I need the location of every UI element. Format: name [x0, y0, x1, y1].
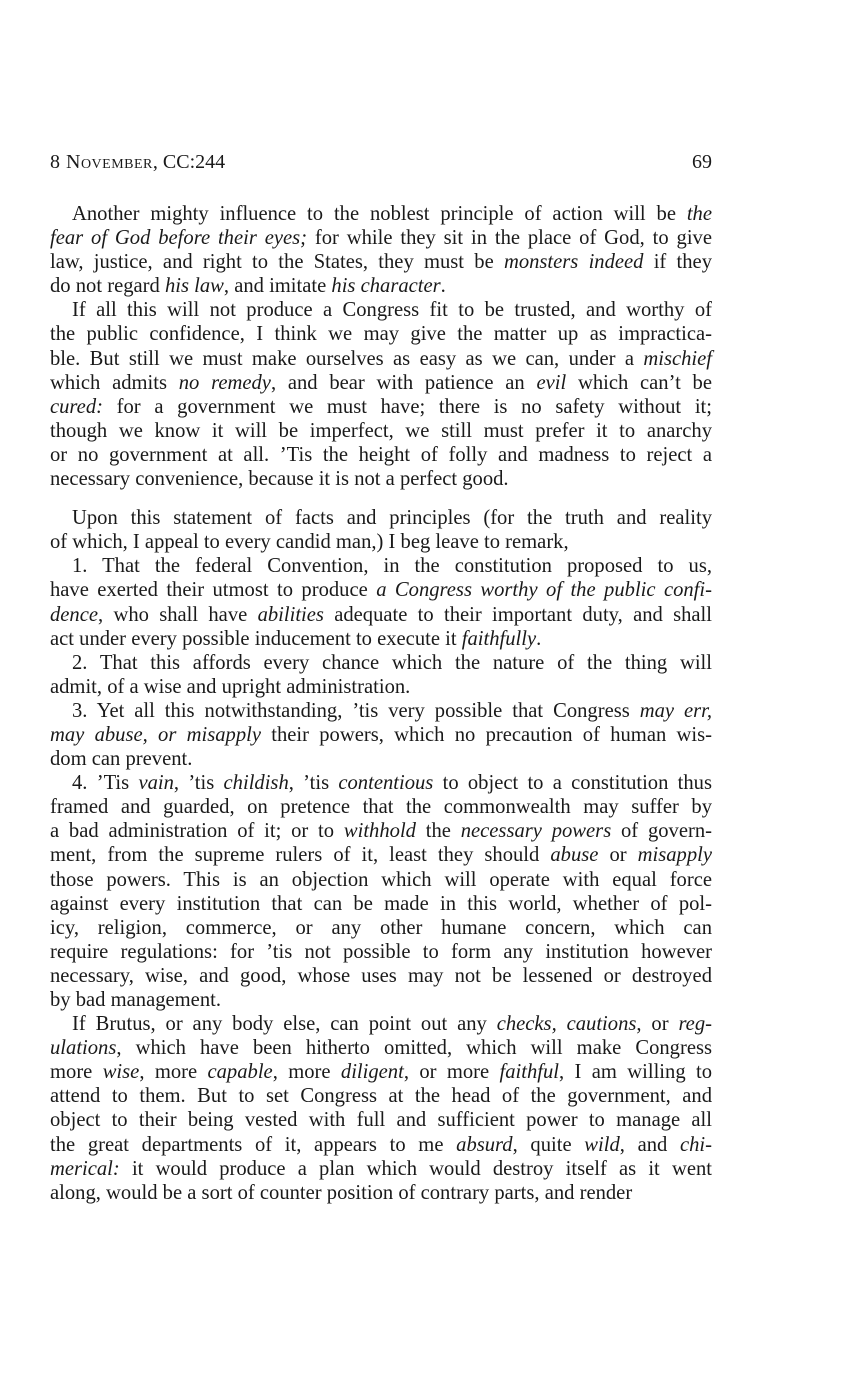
italic-text: monsters indeed — [503, 251, 644, 274]
italic-text: may abuse, or misapply — [50, 723, 261, 746]
text-line: ble. But still we must make ourselves as easy as we can, under a mischief — [50, 347, 712, 370]
italic-text: mischief — [643, 347, 712, 370]
paragraph — [50, 699, 712, 771]
text-line: Another mighty influence to the noblest principle of action will be the — [72, 203, 712, 225]
italic-text: chi- — [679, 1133, 713, 1156]
text-line: have exerted their utmost to produce a Congress worthy of the public confi- — [50, 579, 712, 602]
italic-text: his character — [331, 275, 441, 298]
text-line: attend to them. But to set Congress at the head of the government, and — [50, 1085, 712, 1108]
italic-text: abilities — [257, 603, 324, 626]
italic-text: evil — [536, 371, 567, 394]
text-line: 1. That the federal Convention, in the constitution proposed to us, — [72, 555, 712, 578]
italic-text: his law — [164, 275, 224, 298]
text-line: framed and guarded, on pretence that the commonwealth may suffer by — [50, 796, 712, 819]
text-line: along, would be a sort of counter position of contrary parts, and render — [50, 1181, 633, 1204]
text-line: icy, religion, commerce, or any other humane concern, which can — [50, 916, 712, 939]
italic-text: contentious — [338, 772, 434, 795]
italic-text: faithfully — [461, 627, 537, 650]
text-line: require regulations: for ’tis not possible to form any institution however — [50, 940, 712, 963]
running-head — [50, 148, 712, 176]
text-line: Upon this statement of facts and principles (for the truth and reality — [72, 507, 712, 530]
text-line: against every institution that can be made in this world, whether of pol- — [50, 892, 712, 915]
text-line: dom can prevent. — [50, 748, 193, 771]
text-line: a bad administration of it; or to withhold the necessary powers of govern- — [50, 820, 712, 843]
text-line: fear of God before their eyes; for while they sit in the place of God, to give — [50, 227, 712, 250]
italic-text: reg- — [678, 1013, 712, 1036]
text-line: more wise, more capable, more diligent, or more faithful, I am willing to — [50, 1061, 712, 1084]
text-line: may abuse, or misapply their powers, which no precaution of human wis- — [50, 723, 712, 746]
italic-text: merical: — [50, 1157, 120, 1180]
text-line: or no government at all. ’Tis the height of folly and madness to reject a — [50, 443, 712, 466]
italic-text: vain — [138, 772, 174, 795]
text-line: the great departments of it, appears to me absurd, quite wild, and chi- — [50, 1133, 713, 1156]
italic-text: childish — [223, 772, 289, 795]
italic-text: cured: — [50, 395, 103, 418]
text-line: dence, who shall have abilities adequate to their important duty, and shall — [50, 603, 712, 626]
italic-text: dence — [50, 603, 99, 626]
paragraph — [50, 771, 712, 1012]
paragraph — [50, 554, 712, 650]
text-line: law, justice, and right to the States, they must be monsters indeed if they — [50, 251, 712, 274]
page-number: 69 — [692, 151, 712, 173]
text-line: If Brutus, or any body else, can point out any checks, cautions, or reg- — [72, 1013, 712, 1036]
text-line: admit, of a wise and upright administration. — [50, 675, 411, 698]
paragraph — [50, 298, 712, 491]
text-line: ulations, which have been hitherto omitted, which will make Congress — [50, 1037, 712, 1060]
text-line: do not regard his law, and imitate his character. — [50, 275, 446, 298]
italic-text: a Congress worthy of the public confi- — [376, 579, 712, 602]
text-line: object to their being vested with full and sufficient power to manage all — [50, 1109, 712, 1132]
text-line: though we know it will be imperfect, we still must prefer it to anarchy — [50, 419, 712, 442]
text-line: those powers. This is an objection which will operate with equal force — [50, 868, 712, 891]
italic-text: diligent — [340, 1061, 404, 1084]
section-gap — [50, 491, 712, 506]
page — [50, 148, 712, 1205]
italic-text: wise — [102, 1061, 140, 1084]
text-line: merical: it would produce a plan which would destroy itself as it went — [50, 1157, 712, 1180]
text-line: 2. That this affords every chance which the nature of the thing will — [72, 651, 712, 674]
paragraph — [50, 1012, 712, 1205]
italic-text: checks, cautions — [496, 1013, 637, 1036]
text-line: act under every possible inducement to execute it faithfully. — [50, 627, 542, 650]
text-line: by bad management. — [50, 989, 221, 1011]
header-date: 8 November — [50, 151, 153, 173]
italic-text: wild — [584, 1133, 620, 1156]
paragraph — [50, 651, 712, 699]
paragraph — [50, 202, 712, 298]
italic-text: abuse — [550, 844, 599, 867]
text-line: If all this will not produce a Congress fit to be trusted, and worthy of — [72, 299, 712, 322]
text-line: the public confidence, I think we may give the matter up as impractica- — [50, 323, 712, 346]
running-head-left — [50, 148, 225, 176]
text-line: of which, I appeal to every candid man,) I beg leave to remark, — [50, 531, 569, 554]
italic-text: misapply — [637, 844, 712, 867]
italic-text: necessary powers — [460, 820, 612, 843]
italic-text: may err, — [639, 699, 713, 722]
header-ref: , CC:244 — [152, 151, 226, 173]
italic-text: capable — [207, 1061, 273, 1084]
italic-text: faithful — [499, 1061, 560, 1084]
text-line: cured: for a government we must have; there is no safety without it; — [50, 395, 712, 418]
italic-text: fear of God before their eyes; — [50, 227, 307, 250]
text-line: necessary, wise, and good, whose uses may not be lessened or destroyed — [50, 964, 712, 987]
italic-text: the — [686, 203, 712, 225]
italic-text: no remedy — [178, 371, 271, 394]
text-line: ment, from the supreme rulers of it, least they should abuse or misapply — [50, 844, 712, 867]
paragraph — [50, 506, 712, 554]
italic-text: withhold — [343, 820, 416, 843]
italic-text: absurd — [456, 1133, 513, 1156]
text-line: necessary convenience, because it is not a perfect good. — [50, 468, 509, 491]
body-text — [50, 202, 712, 1205]
text-line: 3. Yet all this notwithstanding, ’tis very possible that Congress may err, — [72, 699, 713, 722]
italic-text: ulations — [50, 1037, 117, 1060]
text-line: which admits no remedy, and bear with patience an evil which can’t be — [50, 371, 712, 394]
text-line: 4. ’Tis vain, ’tis childish, ’tis contentious to object to a constitution thus — [72, 772, 712, 795]
